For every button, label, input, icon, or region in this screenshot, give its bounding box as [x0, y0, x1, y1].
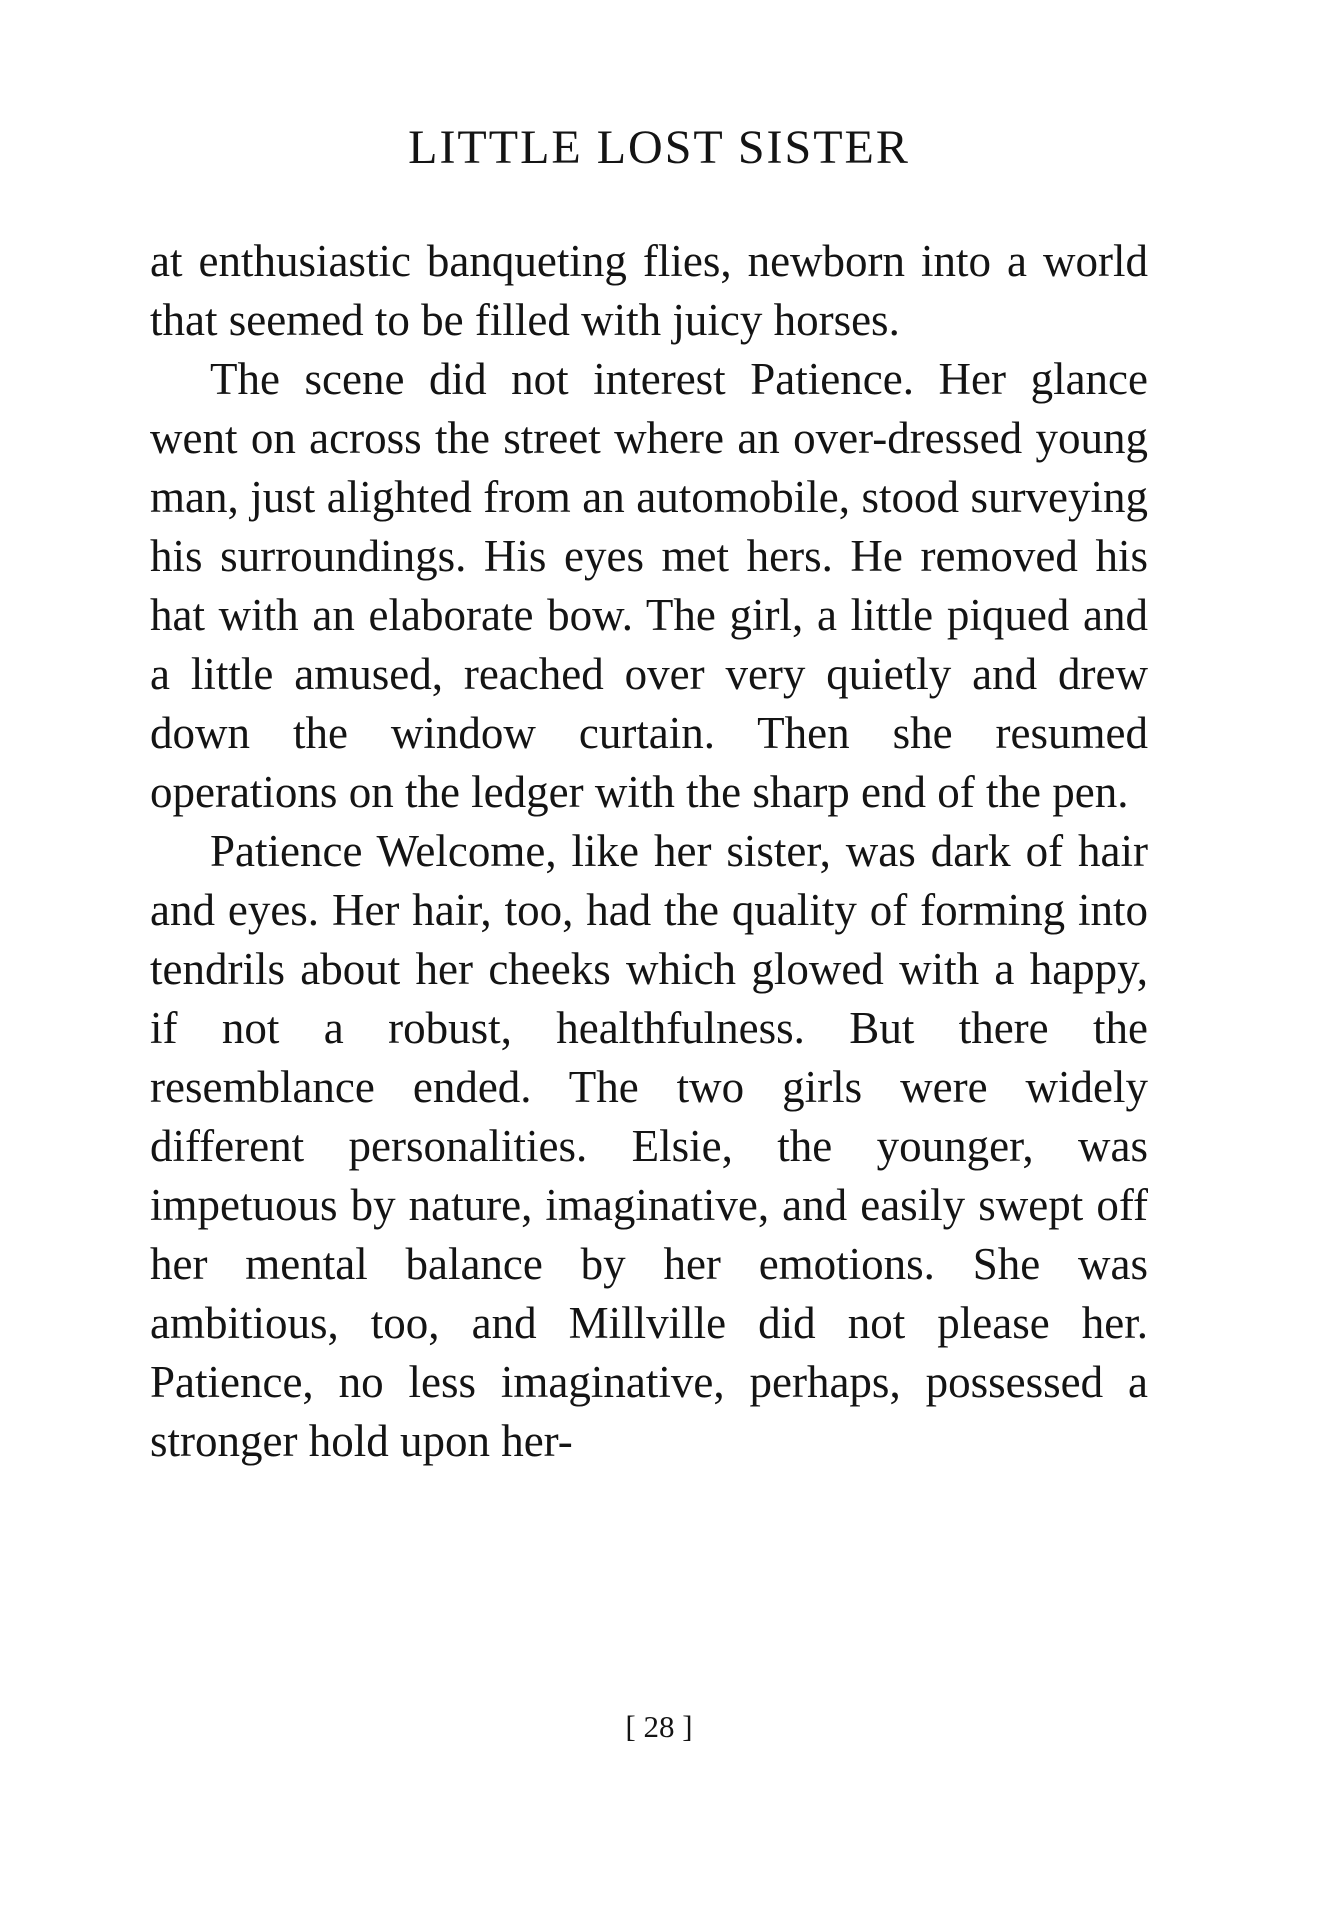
paragraph-scene: The scene did not interest Patience. Her glance went on across the street where an over-dressed young man, just alighted from an automobile, stood surveying his surroundings. His eyes met hers. He removed his hat with an elaborate bow. The girl, a little piqued and a little amused, reached over very quietly and drew down the window curtain. Then she resumed operations on the ledger with the sharp end of the pen.: [150, 354, 1148, 817]
running-head: LITTLE LOST SISTER: [408, 121, 910, 174]
paragraph-patience-welcome: Patience Welcome, like her sister, was dark of hair and eyes. Her hair, too, had the quality of forming into tendrils about her cheeks which glowed with a happy, if not a robust, healthfulness. But there the resemblance ended. The two girls were widely different personalities. Elsie, the younger, was impetuous by nature, imaginative, and easily swept off her mental balance by her emotions. She was ambitious, too, and Millville did not please her. Patience, no less imaginative, perhaps, possessed a stronger hold upon her-: [150, 826, 1148, 1466]
page-number: [ 28 ]: [625, 1709, 693, 1744]
paragraph-continuation: at enthusiastic banqueting flies, newborn into a world that seemed to be filled with juicy horses.: [150, 236, 1148, 345]
body-text: [150, 232, 1148, 1471]
